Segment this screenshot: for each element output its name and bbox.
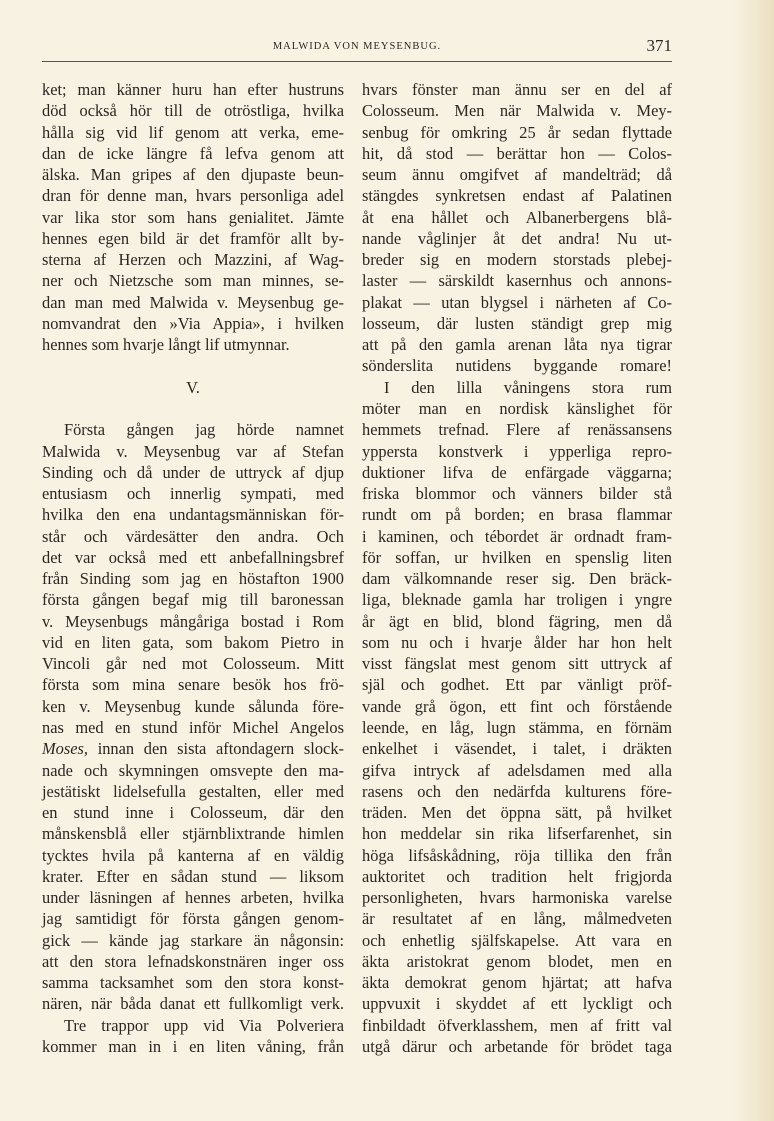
text-line: rundt om på borden; en brasa flammar	[362, 505, 672, 525]
text-line: senbug för omkring 25 år sedan flyttade	[362, 122, 672, 142]
text-line: nas med en stund inför Michel Angelos	[42, 717, 344, 737]
text-line: vande grå ögon, ett fint och förstående	[362, 696, 672, 716]
text-line: v. Meysenbugs mångåriga bostad i Rom	[42, 611, 344, 631]
page-header	[42, 36, 672, 60]
text-line: ken v. Meysenbug kunde sålunda före-	[42, 696, 344, 716]
text-line: auktoritet och tradition helt frigjorda	[362, 866, 672, 886]
text-line: en stund inne i Colosseum, där den	[42, 803, 344, 823]
text-line: älska. Man gripes af den djupaste beun-	[42, 165, 344, 185]
text-line: äkta aristokrat genom blodet, men en	[362, 951, 672, 971]
text-line: sönderslita nutidens byggande romare!	[362, 356, 672, 376]
text-line: Tre trappor upp vid Via Polveriera	[64, 1015, 344, 1035]
text-line: entusiasm och innerlig sympati, med	[42, 484, 344, 504]
text-line: första som mina senare besök hos frö-	[42, 675, 344, 695]
text-line: det var också med ett anbefallningsbref	[42, 547, 344, 567]
text-line: kommer man in i en liten våning, från	[42, 1036, 344, 1056]
text-line: år ägt en blid, blond fägring, men då	[362, 611, 672, 631]
text-line: själ och godhet. Ett par vänligt pröf-	[362, 675, 672, 695]
text-line: dran för denne man, hvars personliga adel	[42, 186, 344, 206]
text-line: hit, då stod — berättar hon — Colos-	[362, 143, 672, 163]
text-line	[42, 738, 344, 759]
text-line: död också hör till de otröstliga, hvilka	[42, 101, 344, 121]
text-line: nade och skymningen omsvepte den ma-	[42, 760, 344, 780]
text-line: var lika stor som hans genialitet. Jämte	[42, 207, 344, 227]
text-line: hvilka den ena undantagsmänniskan för-	[42, 505, 344, 525]
text-line: från Sinding som jag en höstafton 1900	[42, 569, 344, 589]
text-line: möter man en nordisk känslighet för	[362, 398, 672, 418]
text-line: ner och Nietzsche som man minnes, se-	[42, 271, 344, 291]
page-number: 371	[646, 36, 672, 55]
text-line: hemmets trefnad. Flere af renässansens	[362, 420, 672, 440]
text-line: för soffan, ur hvilken en spenslig liten	[362, 547, 672, 567]
text-line: som nu och i hvarje ålder har hon helt	[362, 632, 672, 652]
text-line: jestätiskt lidelsefulla gestalten, eller med	[42, 781, 344, 801]
text-line: laster — särskildt kasernhus och annons-	[362, 271, 672, 291]
text-line: uppvuxit i skyddet af ett lyckligt och	[362, 994, 672, 1014]
text-line: rasens och den nedärfda kulturens före-	[362, 781, 672, 801]
text-line: Första gången jag hörde namnet	[64, 420, 344, 440]
text-line: tycktes hvila på kanterna af en väldig	[42, 845, 344, 865]
left-column	[42, 79, 344, 1057]
text-line: seum ännu omgifvet af mandelträd; då	[362, 165, 672, 185]
header-rule	[42, 61, 672, 62]
line-text: innan den sista aftondagern slock-	[97, 739, 344, 759]
text-line: hvars fönster man ännu ser en del af	[362, 80, 672, 99]
text-line: yppersta konstverk i ypperliga repro-	[362, 441, 672, 461]
text-line: första gången begaf mig till baronessan	[42, 590, 344, 610]
section-heading: V.	[186, 377, 200, 397]
text-line: visst fängslat mest genom sitt uttryck af	[362, 654, 672, 674]
text-line: I den lilla våningens stora rum	[384, 377, 672, 397]
text-line: krater. Efter en sådan stund — liksom	[42, 866, 344, 886]
text-line: Vincoli går ned mot Colosseum. Mitt	[42, 654, 344, 674]
text-line: står och värdesätter den andra. Och	[42, 526, 344, 546]
text-line: Sinding och då under de uttryck af djup	[42, 462, 344, 482]
text-line: stängdes synkretsen endast af Palatinen	[362, 186, 672, 206]
text-line: hon meddelar sin rika lifserfarenhet, sin	[362, 824, 672, 844]
text-line: hålla sig vid lif genom att verka, eme-	[42, 122, 344, 142]
text-line: breder sig en modern storstads plebej-	[362, 250, 672, 270]
text-line: jag samtidigt för första gången genom-	[42, 909, 344, 929]
text-line: äkta demokrat genom hjärtat; att hafva	[362, 973, 672, 993]
text-line: gifva intryck af adelsdamen med alla	[362, 760, 672, 780]
running-title: MALWIDA VON MEYSENBUG.	[272, 41, 442, 52]
text-line: är resultatet af en lång, målmedveten	[362, 909, 672, 929]
text-line: under läsningen af hennes arbeten, hvilka	[42, 888, 344, 908]
text-line: dan de icke längre få lefva genom att	[42, 143, 344, 163]
text-line: personligheten, hvars harmoniska varelse	[362, 888, 672, 908]
text-line: gick — kände jag starkare än någonsin:	[42, 930, 344, 950]
text-line: utgå därur och arbetande för brödet taga	[362, 1036, 672, 1056]
text-line: nären, när båda danat ett fullkomligt verk.	[42, 994, 344, 1014]
text-line: dam välkomnande reser sig. Den bräck-	[362, 569, 672, 589]
text-line: finbildadt öfverklasshem, men af fritt val	[362, 1015, 672, 1035]
text-line: losseum, där lusten ständigt grep mig	[362, 313, 672, 333]
text-line: plakat — utan blygsel i närheten af Co-	[362, 292, 672, 312]
italic-title: Moses,	[42, 739, 88, 759]
text-line: höga lifsåskådning, röja tillika den från	[362, 845, 672, 865]
right-column	[362, 79, 672, 1057]
text-line: samma tacksamhet som den stora konst-	[42, 973, 344, 993]
text-line: i kaminen, och tébordet är ordnadt fram-	[362, 526, 672, 546]
text-line: att den stora lefnadskonstnären inger oss	[42, 951, 344, 971]
text-line: dan man med Malwida v. Meysenbug ge-	[42, 292, 344, 312]
text-line: nande våglinjer åt det andra! Nu ut-	[362, 228, 672, 248]
text-line: hennes som hvarje långt lif utmynnar.	[42, 335, 290, 355]
text-line: träden. Men det öppna sätt, på hvilket	[362, 803, 672, 823]
text-line: Colosseum. Men när Malwida v. Mey-	[362, 101, 672, 121]
paragraph-gap	[42, 398, 344, 419]
text-line: friska blommor och vänners bilder stå	[362, 484, 672, 504]
text-line: enkelhet i väsendet, i talet, i dräkten	[362, 739, 672, 759]
text-line: liga, bleknade gamla har troligen i yngre	[362, 590, 672, 610]
text-line: och enhetlig själfskapelse. Att vara en	[362, 930, 672, 950]
text-line: duktioner lifva de enfärgade väggarna;	[362, 462, 672, 482]
page-edge-shading	[734, 0, 774, 1121]
text-line: månskensblå eller stjärnblixtrande himlen	[42, 824, 344, 844]
text-line: åt ena hållet och Albanerbergens blå-	[362, 207, 672, 227]
text-line: vid en liten gata, som bakom Pietro in	[42, 632, 344, 652]
text-line: Malwida v. Meysenbug var af Stefan	[42, 441, 344, 461]
text-line: leende, en låg, lugn stämma, en förnäm	[362, 717, 672, 737]
text-line: att på den gamla arenan låta nya tigrar	[362, 335, 672, 355]
text-line: hennes egen bild är det framför allt by-	[42, 228, 344, 248]
paragraph-gap	[42, 355, 344, 376]
text-line: sterna af Herzen och Mazzini, af Wag-	[42, 250, 344, 270]
text-line: ket; man känner huru han efter hustruns	[42, 80, 344, 99]
text-line: nomvandrat den »Via Appia», i hvilken	[42, 313, 344, 333]
